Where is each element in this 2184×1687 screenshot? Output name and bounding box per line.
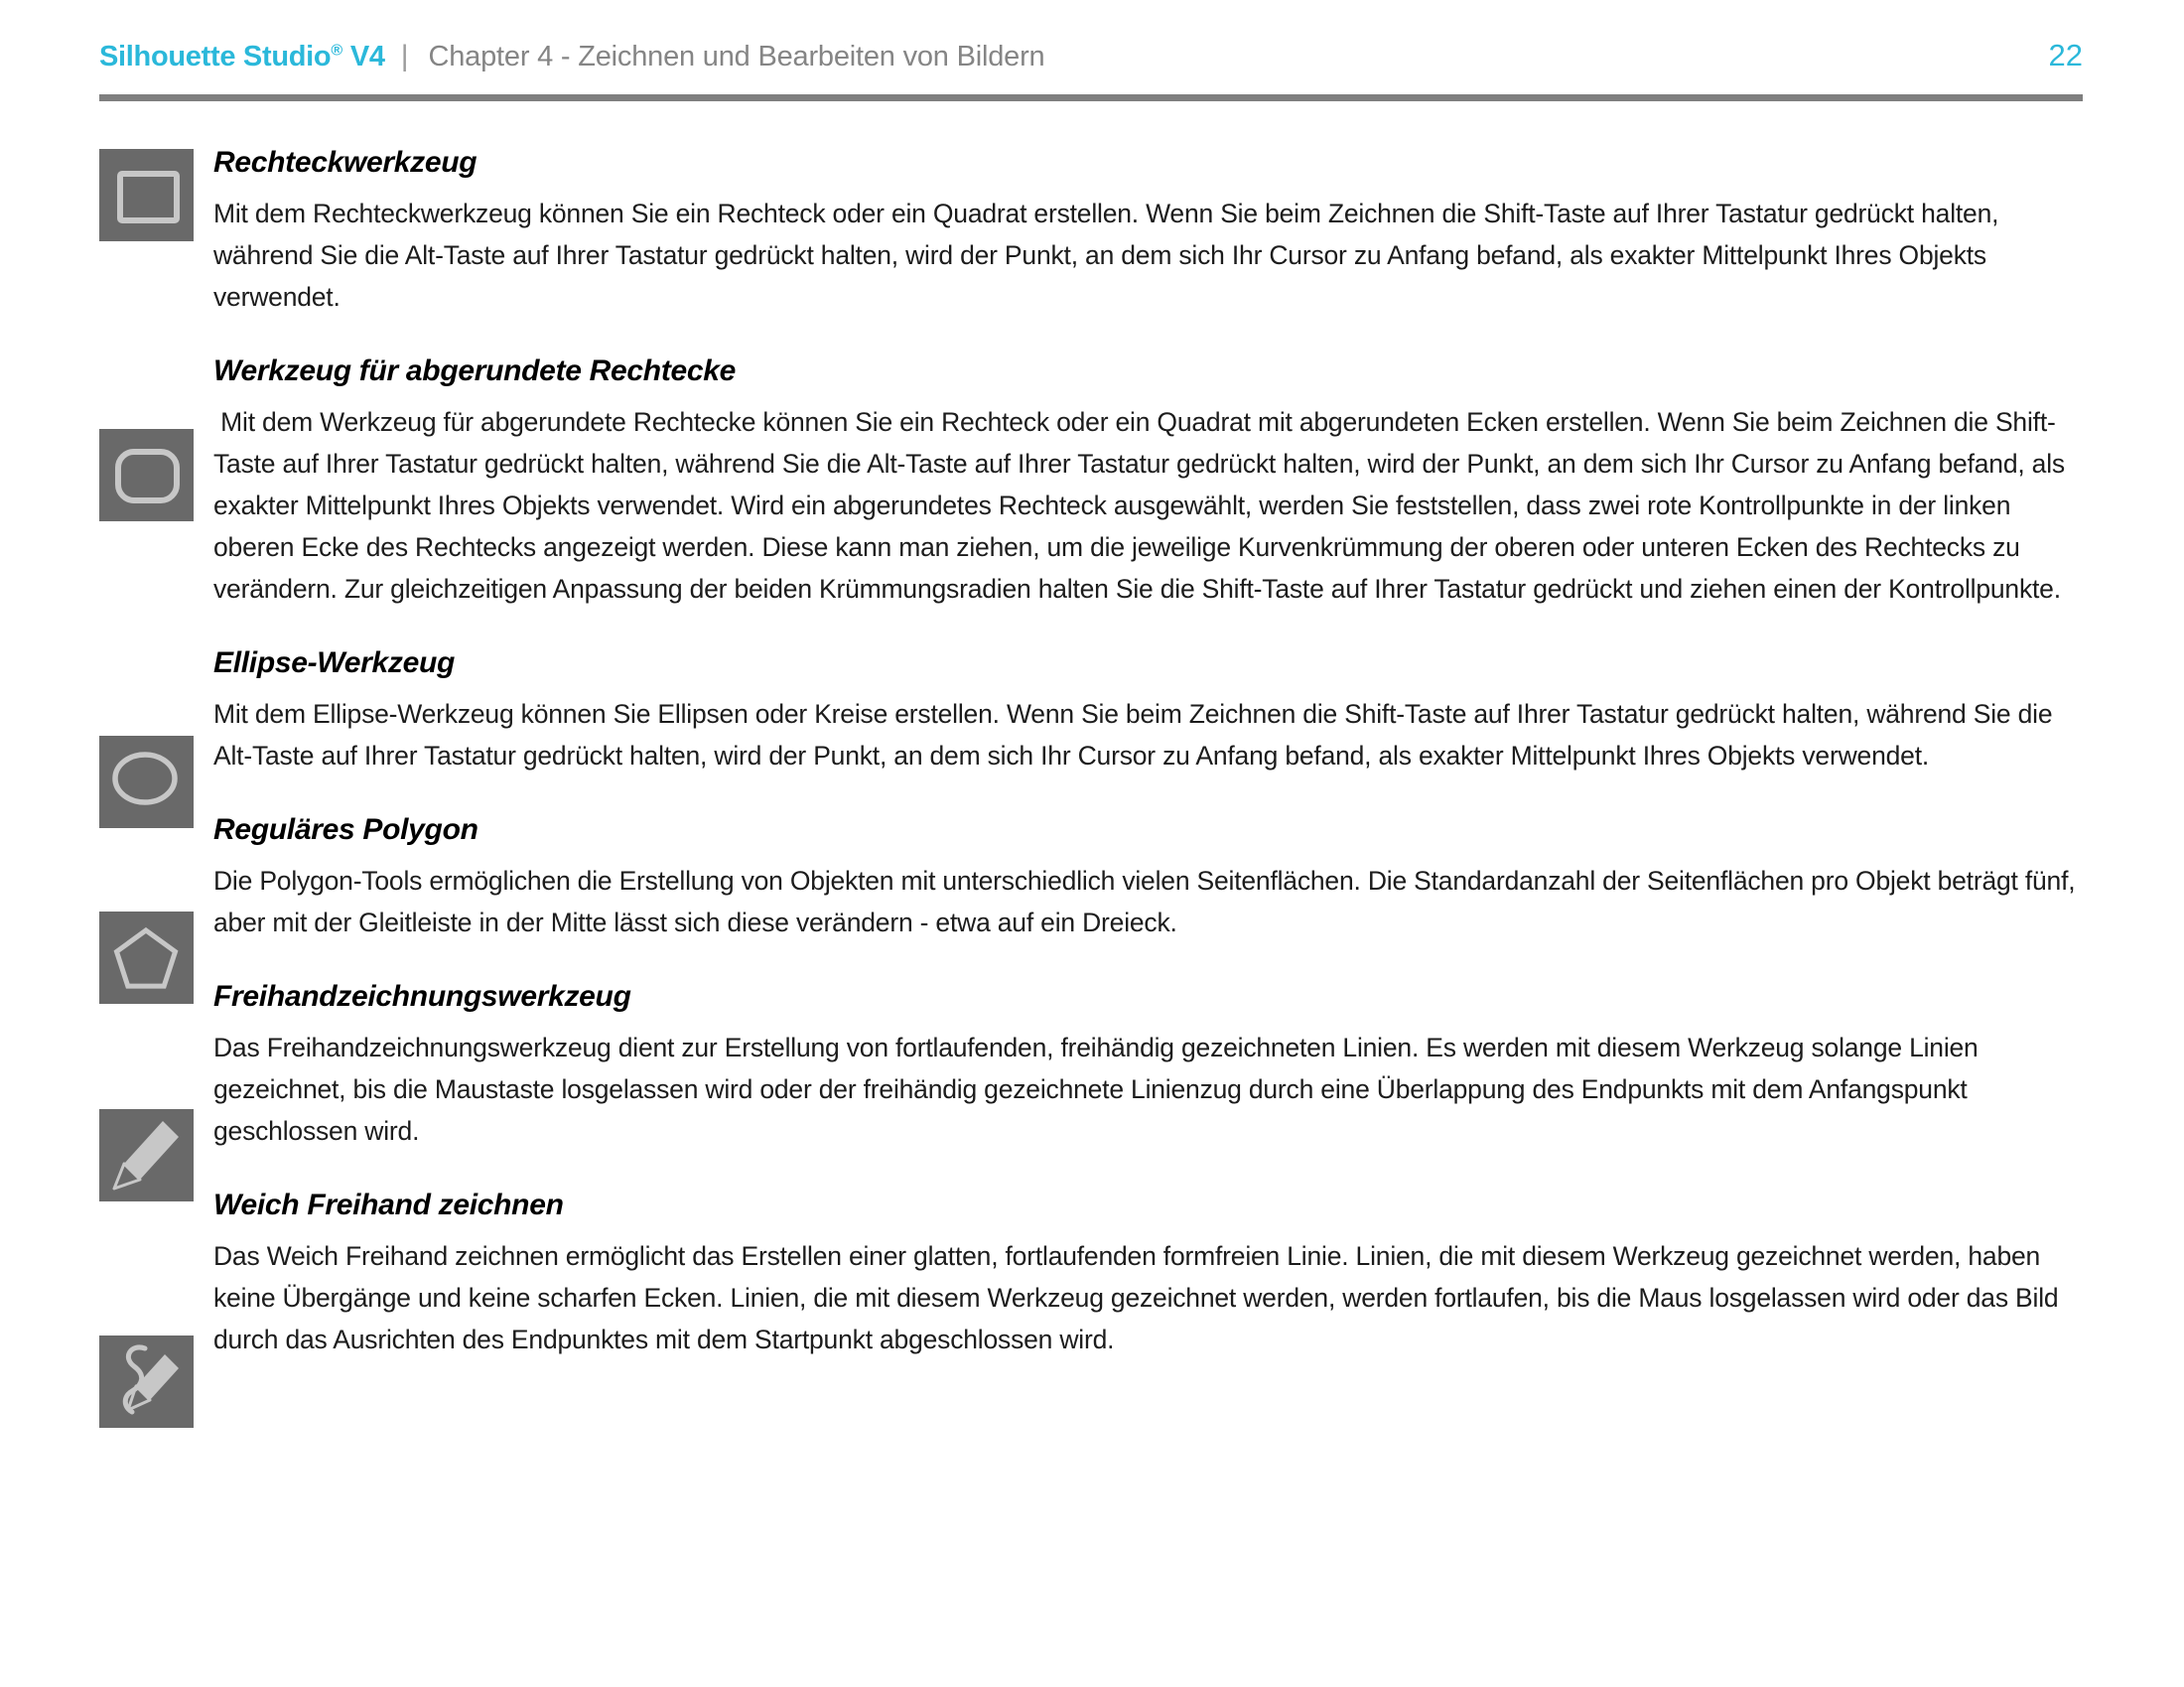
section-rectangle-tool [213, 145, 2082, 318]
header-rule [99, 94, 2083, 101]
section-title: Freihandzeichnungswerkzeug [213, 980, 631, 1013]
section-rounded-rectangle-tool [213, 353, 2082, 610]
rounded-rectangle-tool-icon [99, 429, 194, 521]
section-title: Weich Freihand zeichnen [213, 1189, 564, 1221]
section-ellipse-tool [213, 645, 2082, 776]
section-body: Mit dem Rechteckwerkzeug können Sie ein Rechteck oder ein Quadrat erstellen. Wenn Sie beim Zeichnen die Shift-Taste auf Ihrer Tastatur gedrückt halten, während Sie die Alt-Taste auf Ihrer Tastatur gedrückt halten, wird der Punkt, an dem sich Ihr Cursor zu Anfang befand, als exakter Mittelpunkt Ihres Objekts verwendet. [213, 199, 2006, 312]
ellipse-tool-icon [99, 736, 194, 828]
registered-mark: ® [331, 42, 342, 60]
header-separator: | [400, 40, 409, 72]
section-title: Werkzeug für abgerundete Rechtecke [213, 354, 737, 387]
section-smooth-freehand [213, 1188, 2082, 1360]
brand-name: Silhouette Studio [99, 41, 332, 72]
section-title: Ellipse-Werkzeug [213, 646, 456, 679]
chapter-title: Chapter 4 - Zeichnen und Bearbeiten von Bildern [428, 41, 1045, 72]
section-title: Reguläres Polygon [213, 813, 478, 846]
regular-polygon-tool-icon [99, 912, 194, 1004]
page-header [99, 38, 2083, 73]
section-body: Das Weich Freihand zeichnen ermöglicht das Erstellen einer glatten, fortlaufenden formfreien Linie. Linien, die mit diesem Werkzeug gezeichnet werden, haben keine Übergänge und keine scharfen Ecken. Linien, die mit diesem Werkzeug gezeichnet werden, werden fortlaufen, bis die Maus losgelassen wird oder das Bild durch das Ausrichten des Endpunktes mit dem Startpunkt abgeschlossen wird. [213, 1241, 2066, 1354]
section-regular-polygon [213, 812, 2082, 943]
section-freehand-drawing-tool [213, 979, 2082, 1152]
section-body: Mit dem Werkzeug für abgerundete Rechtecke können Sie ein Rechteck oder ein Quadrat mit abgerundeten Ecken erstellen. Wenn Sie beim Zeichnen die Shift-Taste auf Ihrer Tastatur gedrückt halten, während Sie die Alt-Taste auf Ihrer Tastatur gedrückt halten, wird der Punkt, an dem sich Ihr Cursor zu Anfang befand, als exakter Mittelpunkt Ihres Objekts verwendet. Wird ein abgerundetes Rechteck ausgewählt, werden Sie feststellen, dass zwei rote Kontrollpunkte in der linken oberen Ecke des Rechtecks angezeigt werden. Diese kann man ziehen, um die jeweilige Kurvenkrümmung der oberen oder unteren Ecken des Rechtecks zu verändern. Zur gleichzeitigen Anpassung der beiden Krümmungsradien halten Sie die Shift-Taste auf Ihrer Tastatur gedrückt und ziehen einen der Kontrollpunkte. [213, 407, 2073, 604]
section-body: Mit dem Ellipse-Werkzeug können Sie Ellipsen oder Kreise erstellen. Wenn Sie beim Zeichnen die Shift-Taste auf Ihrer Tastatur gedrückt halten, während Sie die Alt-Taste auf Ihrer Tastatur gedrückt halten, wird der Punkt, an dem sich Ihr Cursor zu Anfang befand, als exakter Mittelpunkt Ihres Objekts verwendet. [213, 699, 2059, 771]
section-body: Die Polygon-Tools ermöglichen die Erstellung von Objekten mit unterschiedlich vielen Seitenflächen. Die Standardanzahl der Seitenflächen pro Objekt beträgt fünf, aber mit der Gleitleiste in der Mitte lässt sich diese verändern - etwa auf ein Dreieck. [213, 866, 2083, 937]
rectangle-tool-icon [99, 149, 194, 241]
brand-version: V4 [349, 41, 385, 72]
smooth-freehand-tool-icon [99, 1336, 194, 1428]
freehand-drawing-tool-icon [99, 1109, 194, 1201]
page-number: 22 [2048, 38, 2083, 72]
brand-title [99, 41, 385, 73]
section-title: Rechteckwerkzeug [213, 146, 478, 179]
content-area [213, 145, 2082, 1360]
section-body: Das Freihandzeichnungswerkzeug dient zur Erstellung von fortlaufenden, freihändig gezeichneten Linien. Es werden mit diesem Werkzeug solange Linien gezeichnet, bis die Maustaste losgelassen wird oder der freihändig gezeichnete Linienzug durch eine Überlappung des Endpunkts mit dem Anfangspunkt geschlossen wird. [213, 1033, 1985, 1146]
